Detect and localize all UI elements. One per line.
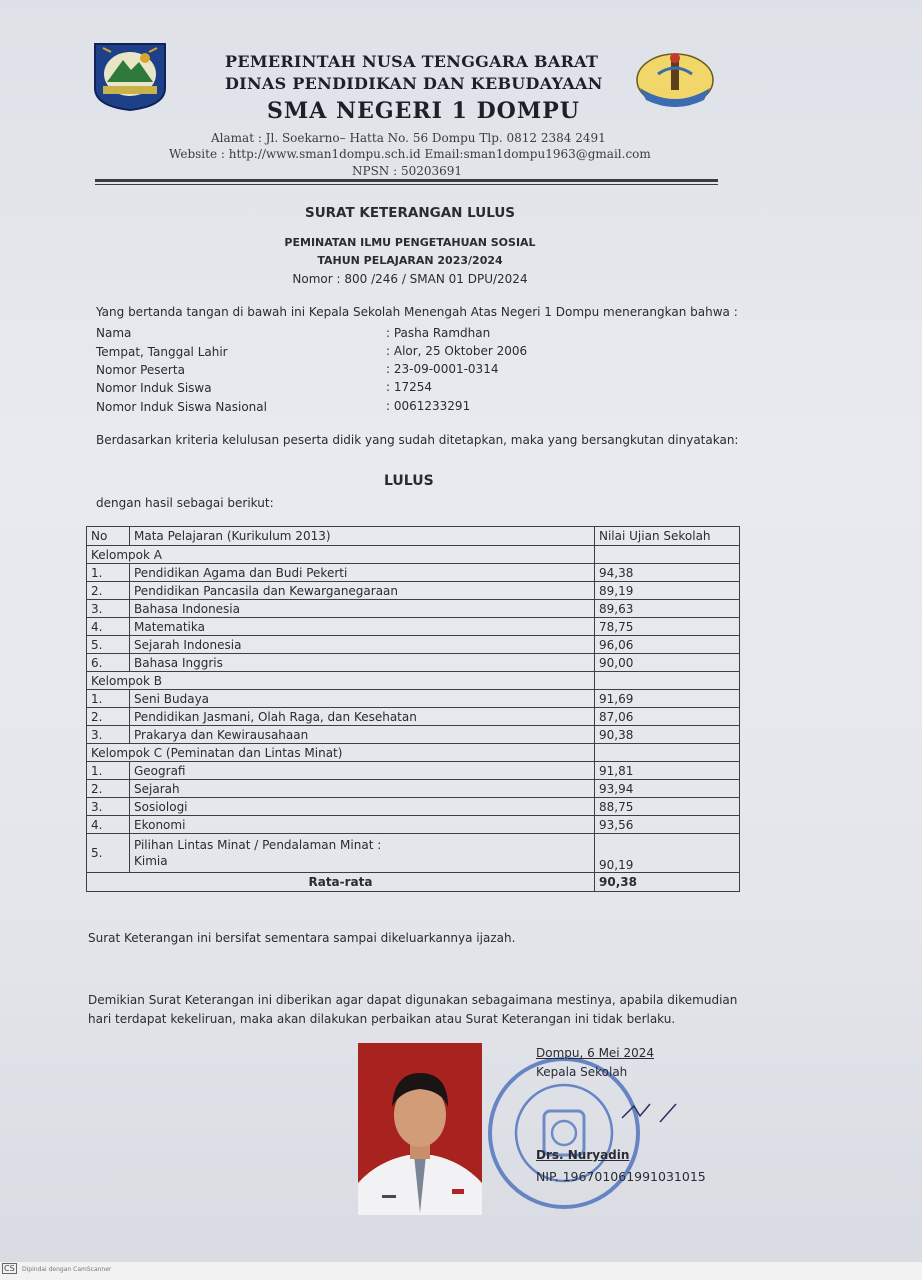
elective-subject-label: Pilihan Lintas Minat / Pendalaman Minat : (134, 838, 382, 852)
row-no: 1. (87, 564, 130, 582)
table-row (87, 816, 740, 834)
group-label: Kelompok A (87, 546, 595, 564)
column-header-no: No (87, 527, 130, 546)
header-divider-thin (95, 184, 718, 185)
row-no: 4. (87, 816, 130, 834)
intro-statement: Yang bertanda tangan di bawah ini Kepala Sekolah Menengah Atas Negeri 1 Dompu menerangkan bahwa : (96, 305, 738, 319)
table-row (87, 618, 740, 636)
row-subject: Prakarya dan Kewirausahaan (130, 726, 595, 744)
row-no: 2. (87, 780, 130, 798)
row-score: 89,19 (595, 582, 740, 600)
elective-subject-name: Kimia (134, 854, 168, 868)
table-row (87, 708, 740, 726)
field-value-birth: : Alor, 25 Oktober 2006 (386, 344, 528, 358)
row-subject: Ekonomi (130, 816, 595, 834)
row-score: 91,81 (595, 762, 740, 780)
table-row (87, 582, 740, 600)
row-no: 1. (87, 762, 130, 780)
row-subject: Sejarah (130, 780, 595, 798)
row-subject: Matematika (130, 618, 595, 636)
row-score: 78,75 (595, 618, 740, 636)
row-score: 93,56 (595, 816, 740, 834)
average-score: 90,38 (595, 873, 740, 892)
row-no: 2. (87, 582, 130, 600)
graduation-status: LULUS (384, 473, 434, 489)
row-score: 94,38 (595, 564, 740, 582)
signing-place-date: Dompu, 6 Mei 2024 (536, 1046, 654, 1060)
group-label: Kelompok B (87, 672, 595, 690)
row-no: 1. (87, 690, 130, 708)
table-row (87, 690, 740, 708)
row-subject: Seni Budaya (130, 690, 595, 708)
field-value-exam-number: : 23-09-0001-0314 (386, 362, 499, 376)
row-score: 91,69 (595, 690, 740, 708)
document-number: Nomor : 800 /246 / SMAN 01 DPU/2024 (292, 272, 528, 286)
field-label-nisn: Nomor Induk Siswa Nasional (96, 400, 267, 414)
result-intro: dengan hasil sebagai berikut: (96, 496, 274, 510)
closing-line-1: Demikian Surat Keterangan ini diberikan agar dapat digunakan sebagaimana mestinya, apabila dikemudian (88, 993, 738, 1007)
row-score: 90,38 (595, 726, 740, 744)
province-emblem-icon (93, 42, 167, 112)
average-row (87, 873, 740, 892)
table-row (87, 726, 740, 744)
school-address: Alamat : Jl. Soekarno– Hatta No. 56 Dompu Tlp. 0812 2384 2491 (211, 131, 606, 145)
table-row (87, 600, 740, 618)
signer-name: Drs. Nuryadin (536, 1148, 630, 1162)
document-subtitle-specialization: PEMINATAN ILMU PENGETAHUAN SOSIAL (284, 236, 536, 249)
group-row (87, 672, 740, 690)
column-header-subject: Mata Pelajaran (Kurikulum 2013) (130, 527, 595, 546)
signature-mark-icon (620, 1098, 680, 1128)
row-no: 5. (87, 834, 130, 873)
field-label-name: Nama (96, 326, 132, 340)
group-score-empty (595, 672, 740, 690)
school-emblem-icon (634, 48, 716, 112)
field-value-nisn: : 0061233291 (386, 399, 471, 413)
group-score-empty (595, 744, 740, 762)
row-no: 6. (87, 654, 130, 672)
row-no: 5. (87, 636, 130, 654)
average-label: Rata-rata (87, 873, 595, 892)
table-row (87, 636, 740, 654)
document-title: SURAT KETERANGAN LULUS (304, 205, 516, 221)
row-score: 93,94 (595, 780, 740, 798)
group-row (87, 744, 740, 762)
row-subject: Sejarah Indonesia (130, 636, 595, 654)
school-npsn: NPSN : 50203691 (352, 164, 463, 178)
student-photo (358, 1043, 482, 1215)
table-row (87, 762, 740, 780)
school-website-email: Website : http://www.sman1dompu.sch.id Email:sman1dompu1963@gmail.com (169, 147, 651, 161)
table-row (87, 780, 740, 798)
row-score: 89,63 (595, 600, 740, 618)
signer-nip: NIP. 196701061991031015 (536, 1169, 706, 1184)
row-subject: Bahasa Indonesia (130, 600, 595, 618)
row-subject: Sosiologi (130, 798, 595, 816)
elective-subject (130, 834, 595, 873)
government-line: PEMERINTAH NUSA TENGGARA BARAT (225, 52, 599, 71)
table-row (87, 798, 740, 816)
row-score: 90,00 (595, 654, 740, 672)
closing-line-2: hari terdapat kekeliruan, maka akan dilakukan perbaikan atau Surat Keterangan ini tidak berlaku. (88, 1012, 676, 1026)
group-score-empty (595, 546, 740, 564)
scanner-footer (0, 1262, 922, 1280)
row-no: 3. (87, 600, 130, 618)
department-line: DINAS PENDIDIKAN DAN KEBUDAYAAN (225, 74, 603, 93)
row-score: 87,06 (595, 708, 740, 726)
row-score: 96,06 (595, 636, 740, 654)
row-subject: Bahasa Inggris (130, 654, 595, 672)
row-no: 2. (87, 708, 130, 726)
temporary-note: Surat Keterangan ini bersifat sementara sampai dikeluarkannya ijazah. (88, 931, 516, 945)
field-label-birth: Tempat, Tanggal Lahir (96, 345, 228, 359)
row-subject: Pendidikan Jasmani, Olah Raga, dan Kesehatan (130, 708, 595, 726)
group-label: Kelompok C (Peminatan dan Lintas Minat) (87, 744, 595, 762)
row-score: 90,19 (595, 834, 740, 873)
field-label-exam-number: Nomor Peserta (96, 363, 185, 377)
school-name: SMA NEGERI 1 DOMPU (267, 98, 580, 124)
camscanner-text: Dipindai dengan CamScanner (22, 1266, 112, 1273)
grades-table (86, 526, 740, 892)
header-divider-thick (95, 179, 718, 182)
elective-row (87, 834, 740, 873)
field-label-nis: Nomor Induk Siswa (96, 381, 212, 395)
group-row (87, 546, 740, 564)
row-no: 3. (87, 798, 130, 816)
table-row (87, 654, 740, 672)
document-subtitle-year: TAHUN PELAJARAN 2023/2024 (317, 254, 503, 267)
table-row (87, 564, 740, 582)
row-subject: Pendidikan Agama dan Budi Pekerti (130, 564, 595, 582)
column-header-score: Nilai Ujian Sekolah (595, 527, 740, 546)
criteria-statement: Berdasarkan kriteria kelulusan peserta didik yang sudah ditetapkan, maka yang bersangkutan dinyatakan: (96, 433, 739, 447)
field-value-name: : Pasha Ramdhan (386, 326, 491, 340)
signer-position: Kepala Sekolah (536, 1065, 628, 1079)
row-score: 88,75 (595, 798, 740, 816)
table-header-row (87, 527, 740, 546)
camscanner-badge: CS (4, 1264, 15, 1273)
row-subject: Pendidikan Pancasila dan Kewarganegaraan (130, 582, 595, 600)
field-value-nis: : 17254 (386, 380, 433, 394)
row-no: 3. (87, 726, 130, 744)
row-subject: Geografi (130, 762, 595, 780)
row-no: 4. (87, 618, 130, 636)
